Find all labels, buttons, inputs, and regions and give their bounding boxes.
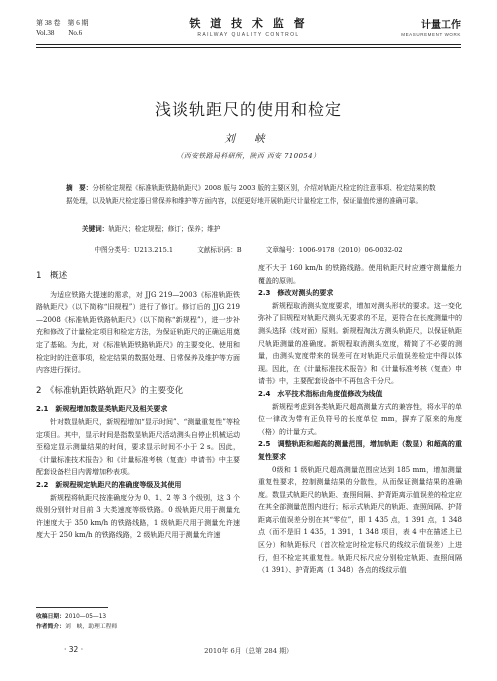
footnote-rule (36, 607, 108, 608)
column-name-en: MEASUREMENT WORK (401, 32, 461, 37)
left-column (36, 262, 240, 542)
subsection-heading: 2.3 修改对测头的要求 (258, 289, 334, 298)
paragraph: 为适应铁路大提速的需求，对 JJG 219—2003《标准轨距铁路轨距尺》（以下简称“旧规程”）进行了修订。修订后的 JJG 219—2008《标准轨距铁路轨距尺》（以下简称“新规程”），进一步补充和修改了计量检定项目和检定方法，为保证轨距尺的正确运用奠定了基础。为此，对《标准轨距铁路轨距尺》的主要变化、使用和检定时的注意事项，检定结果的数据处理、日常保养及维护等方面内容进行探讨。 (36, 290, 240, 375)
abstract-label: 摘 要： (66, 184, 93, 192)
volume-cn: 第 38 卷 第 6 期 (36, 19, 89, 27)
header-rule (36, 44, 461, 45)
subsection-heading: 2.4 水平技术指标由角度值修改为线值 (258, 389, 383, 398)
article-title: 浅谈轨距尺的使用和检定 (154, 100, 342, 119)
header-rule-thin (36, 47, 461, 48)
paragraph: 0级和 1 级轨距尺超高测量范围应达到 185 mm，增加测量重复性要求，控制测量结果的分散性，从而保证测量结果的准确度。数显式轨距尺的轨距、查照间隔、护背距离示值误差的检定应在其全部测量范围内进行；标示式轨距尺的轨距、查照间隔、护背距离示值误差分别在其“零位”，即 1 435 点，1 391 点，1 348 点（而不是旧 1 435，1 391，1 348 项目，表 4 中在描述上已区分）和轨距标尺（首次检定时检定标尺的线纹示值误差）上进行，但不检定其重复性。轨距尺标尺应分别检定轨距、查照间隔（1 391）、护背距离（1 348）各点的线纹示值 (258, 465, 462, 575)
author-bio-label: 作者简介： (36, 624, 65, 630)
journal-name-cn: 铁 道 技 术 监 督 (189, 17, 308, 30)
document-code: 文献标识码：B (197, 246, 242, 254)
volume-en: Vol.38 No.6 (36, 29, 83, 37)
column-name-cn: 计量工作 (421, 20, 461, 31)
received-date: 2010—05—13 (65, 614, 107, 620)
article-number: 文章编号：1006-9178（2010）06-0032-02 (265, 246, 403, 254)
subsection-heading: 2.1 新规程增加数显类轨距尺及相关要求 (36, 405, 168, 414)
abstract (66, 182, 436, 208)
keywords-label: 关键词： (82, 225, 109, 233)
subsection-heading: 2.2 新规程规定轨距尺的准确度等级及其使用 (36, 480, 182, 489)
subsection-heading: 2.5 调整轨距和超高的测量范围，增加轨距（数显）和超高的重复性要求 (258, 440, 462, 461)
article-author: 刘 峡 (224, 133, 273, 145)
journal-name-en: RAILWAY QUALITY CONTROL (197, 32, 300, 38)
classification-line (0, 244, 497, 254)
keywords (82, 223, 442, 233)
section-heading: 2 《标准轨距铁路轨距尺》的主要变化 (36, 385, 184, 396)
paragraph: 新规程考虑到各类轨距尺超高测量方式的兼容性，将水平的单位一律改为带有正负符号的长度单位 mm，摒弃了原来的角度（格）的计量方式。 (258, 402, 462, 436)
paragraph: 针对数显轨距尺，新规程增加“显示时间”、“测量重复性”等检定项目。其中，显示时间是指数显轨距尺活动测头自停止机械运动至稳定显示测量结果的时间，要求显示时间不小于 2 s。因此，《计量标准技术报告》和《计量标准考核（复查）申请书》中主要配套设备栏目内需增加秒表项。 (36, 417, 240, 477)
keywords-text: 轨距尺；检定规程；修订；保养；维护 (108, 225, 221, 233)
received-label: 收稿日期： (36, 614, 65, 620)
footnote (36, 612, 117, 632)
abstract-text: 分析检定规程《标准轨距铁路轨距尺》2008 版与 2003 版的主要区别，介绍对轨距尺检定的注意事项、检定结果的数据处理，以及轨距尺检定器日常保养和维护等方面内容，以便更好地开展轨距尺计量检定工作，保证量值传递的准确可靠。 (66, 184, 436, 205)
author-affiliation: （西安铁路局科研所，陕西 西安 710054） (176, 152, 321, 160)
section-heading: 1 概述 (36, 271, 68, 281)
clc-number: 中图分类号：U213.215.1 (94, 246, 174, 254)
paragraph: 新规程取消测头宽度要求，增加对测头形状的要求。这一变化弥补了旧规程对轨距尺测头无要求的不足，更符合在长度测量中的测头选择（线对面）原则。新规程淘汰方测头轨距尺，以保证轨距尺轨距测量的准确度。新规程取消测头宽度，精简了不必要的测量，由测头宽度带来的误差可在对轨距尺示值误差检定中得以体现。因此，在《计量标准技术报告》和《计量标准考核（复查）申请书》中，主要配套设备中不再包含千分尺。 (258, 301, 462, 386)
paragraph: 新规程将轨距尺按准确度分为 0、1、2 等 3 个级别，这 3 个级别分别针对目前 3 大类速度等级铁路。0 级轨距尺用于测量允许速度大于 350 km/h 的铁路线路，1 级轨距尺用于测量允许速度大于 250 km/h 的铁路线路，2 级轨距尺用于测量允许速 (36, 493, 240, 540)
column-name (401, 16, 461, 37)
right-column (258, 262, 462, 577)
paragraph: 度不大于 160 km/h 的铁路线路。使用轨距尺时应遵守测量能力覆盖的原则。 (258, 264, 462, 285)
author-bio: 刘 峡，助理工程师 (65, 624, 118, 630)
page-number: · 32 · (64, 645, 84, 654)
issue-footer: 2010年 6月（总第 284 期） (204, 647, 293, 655)
